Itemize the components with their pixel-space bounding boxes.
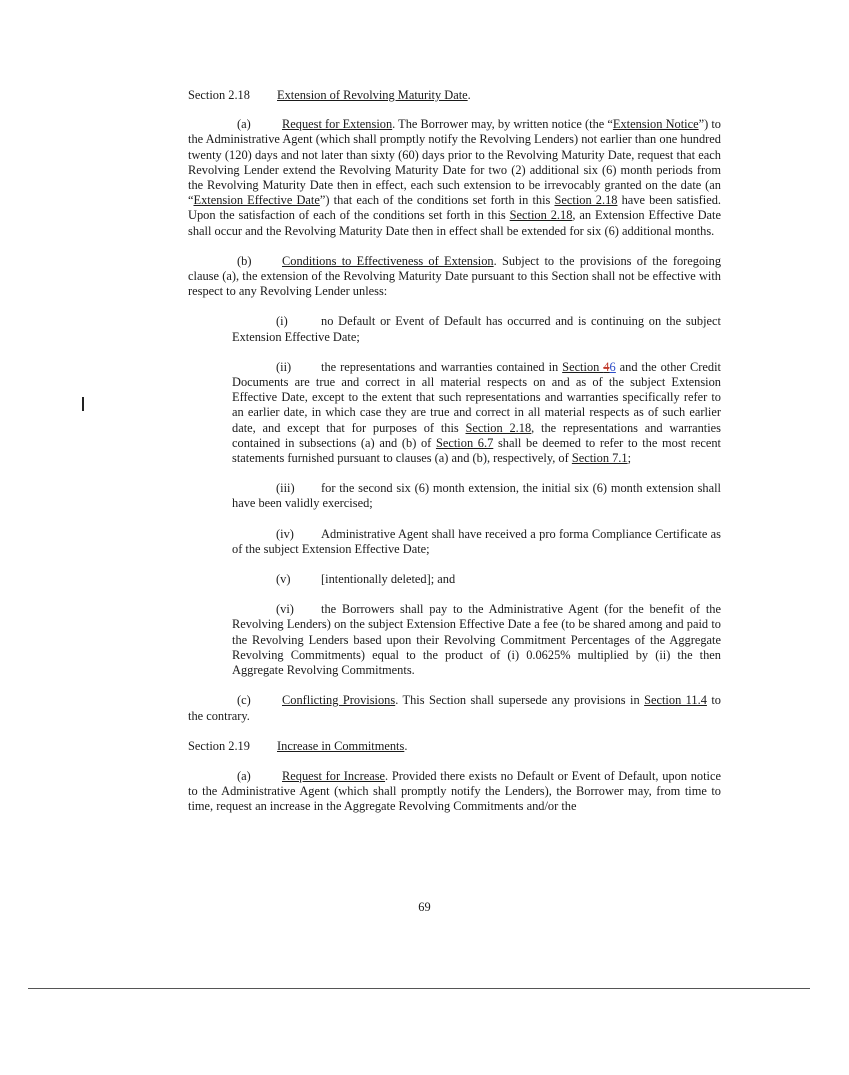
paragraph-heading: Request for Extension: [282, 117, 393, 132]
paragraph-b: (b) Conditions to Effectiveness of Extension. Subject to the provisions of the foregoing clause (a), the extension of the Revolving Maturity Date pursuant to this Section shall not be effective with respect to any Revolving Lender unless:: [188, 253, 722, 299]
clause-label: (iv): [276, 526, 294, 541]
clause-label: (vi): [276, 602, 294, 617]
section-number: Section 2.18: [188, 88, 250, 102]
paragraph-a: (a) Request for Extension. The Borrower may, by written notice (the “Extension Notice”) to the Administrative Agent (which shall promptly notify the Revolving Lenders) not earlier than one hundred twenty (120) days and not later than sixty (60) days prior to the Revolving Maturity Date, request that each Revolving Lender extend the Revolving Maturity Date for two (2) additional six (6) month periods from the Revolving Maturity Date then in effect, each such extension to be irrevocably granted on the date (an “Extension Effective Date”) that each of the conditions set forth in this Section 2.18 have been satisfied. Upon the satisfaction of each of the conditions set forth in this Section 2.18, an Extension Effective Date shall occur and the Revolving Maturity Date then in effect shall be extended for six (6) additional months.: [188, 117, 722, 238]
page-number: 69: [418, 900, 431, 914]
paragraph-label: (b): [237, 253, 252, 268]
section-2-18-heading: Section 2.18 Extension of Revolving Maturity Date.: [188, 88, 471, 102]
clause-label: (i): [276, 314, 288, 329]
paragraph-heading: Request for Increase: [282, 768, 386, 783]
section-2-19-heading: Section 2.19 Increase in Commitments.: [188, 738, 408, 753]
section-number: Section 2.19: [188, 738, 250, 753]
clause-b-iv: (iv) Administrative Agent shall have received a pro forma Compliance Certificate as of the subject Extension Effective Date;: [232, 526, 721, 556]
defined-term: Extension Notice: [612, 117, 699, 132]
section-reference: Section 2.18: [465, 420, 532, 435]
paragraph-label: (a): [237, 117, 251, 132]
section-reference: Section 2.18: [509, 208, 573, 223]
clause-label: (v): [276, 572, 291, 587]
section-reference: Section 7.1: [571, 451, 628, 466]
clause-label: (ii): [276, 359, 292, 374]
clause-b-ii: (ii) the representations and warranties contained in Section 46 and the other Credit Documents are true and correct in all material respects on and as of the subject Extension Effective Date, except to the extent that such representations and warranties specifically refer to an earlier date, in which case they are true and correct in all material respects as of such earlier date, and except that for purposes of this Section 2.18, the representations and warranties contained in subsections (a) and (b) of Section 6.7 shall be deemed to refer to the most recent statements furnished pursuant to clauses (a) and (b), respectively, of Section 7.1;: [232, 359, 722, 466]
paragraph-2-19-a: (a) Request for Increase. Provided there exists no Default or Event of Default, upon notice to the Administrative Agent (which shall promptly notify the Lenders), the Borrower may, from time to time, request an increase in the Aggregate Revolving Commitments and/or the: [188, 768, 721, 814]
paragraph-label: (c): [237, 693, 251, 708]
inserted-text: 6: [609, 359, 616, 374]
clause-b-vi: (vi) the Borrowers shall pay to the Administrative Agent (for the benefit of the Revolving Lenders) on the subject Extension Effective Date a fee (to be shared among and paid to the Revolving Lenders based upon their Revolving Commitment Percentages of the Aggregate Revolving Commitments) equal to the product of (i) 0.0625% multiplied by (ii) the then Aggregate Revolving Commitments.: [232, 602, 721, 678]
paragraph-c: (c) Conflicting Provisions. This Section shall supersede any provisions in Section 11.4 to the contrary.: [188, 693, 721, 723]
section-reference: Section 6.7: [435, 435, 494, 450]
paragraph-heading: Conflicting Provisions: [282, 693, 396, 708]
clause-b-iii: (iii) for the second six (6) month extension, the initial six (6) month extension shall have been validly exercised;: [232, 481, 721, 511]
footer-rule: [28, 988, 810, 989]
section-reference: Section 11.4: [644, 693, 707, 708]
clause-b-i: (i) no Default or Event of Default has occurred and is continuing on the subject Extension Effective Date;: [232, 314, 721, 344]
paragraph-heading: Conditions to Effectiveness of Extension: [282, 253, 494, 268]
section-reference: Section 46: [562, 359, 616, 374]
section-title: Increase in Commitments: [277, 738, 405, 753]
deleted-text: 4: [603, 359, 610, 374]
clause-label: (iii): [276, 481, 295, 496]
document-page: [188, 88, 721, 815]
clause-b-v: (v) [intentionally deleted]; and: [276, 572, 456, 587]
defined-term: Extension Effective Date: [193, 193, 320, 208]
revision-change-bar: [82, 397, 84, 411]
paragraph-label: (a): [237, 768, 251, 783]
section-reference: Section 2.18: [554, 193, 618, 208]
section-title: Extension of Revolving Maturity Date: [277, 88, 468, 102]
